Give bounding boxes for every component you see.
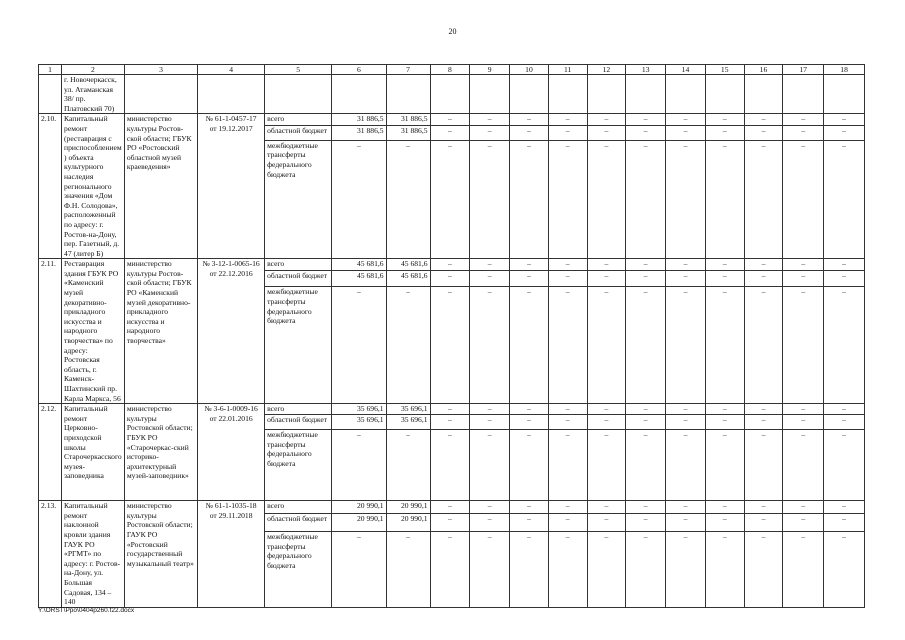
funding-source-transfer: межбюджетные трансферты федерального бюджета bbox=[265, 287, 332, 404]
dash-cell: – bbox=[744, 430, 783, 501]
dash-cell: – bbox=[470, 259, 510, 271]
dash-cell: – bbox=[587, 140, 626, 258]
dash-cell: – bbox=[744, 259, 783, 271]
document-number: № 3-12-1-0065-16 bbox=[202, 259, 260, 269]
column-number-row bbox=[39, 65, 865, 75]
funding-source-regional: областной бюджет bbox=[265, 415, 332, 430]
dash-cell: – bbox=[470, 114, 510, 125]
dash-cell: – bbox=[824, 271, 865, 287]
dash-cell: – bbox=[744, 287, 783, 404]
document-ref bbox=[198, 259, 265, 404]
dash-cell: – bbox=[470, 271, 510, 287]
dash-cell: – bbox=[470, 287, 510, 404]
column-number: 12 bbox=[587, 65, 626, 75]
dash-cell: – bbox=[587, 404, 626, 415]
dash-cell: – bbox=[626, 114, 666, 125]
column-number: 1 bbox=[39, 65, 62, 75]
dash-cell: – bbox=[626, 271, 666, 287]
document-date: от 19.12.2017 bbox=[209, 123, 253, 133]
total-value-col7: 35 696,1 bbox=[386, 404, 430, 415]
funding-source-total: всего bbox=[265, 259, 332, 271]
dash-cell: – bbox=[548, 532, 587, 607]
dash-cell: – bbox=[666, 404, 706, 415]
continuation-name: г. Новочеркасск, ул. Атаманская 38/ пр. Платовский 70) bbox=[62, 75, 125, 114]
dash-cell: – bbox=[783, 259, 824, 271]
funding-source-transfer: межбюджетные трансферты федерального бюджета bbox=[265, 430, 332, 501]
object-name: Капитальный ремонт Церковно-приходской школы Старочеркасского музея-заповедника bbox=[62, 404, 125, 501]
column-number: 9 bbox=[470, 65, 510, 75]
dash-cell: – bbox=[744, 140, 783, 258]
dash-cell: – bbox=[510, 140, 549, 258]
dash-cell: – bbox=[744, 514, 783, 532]
dash-cell: – bbox=[824, 125, 865, 140]
dash-cell: – bbox=[510, 271, 549, 287]
dash-cell: – bbox=[587, 430, 626, 501]
dash-cell: – bbox=[705, 271, 744, 287]
dash-cell: – bbox=[470, 415, 510, 430]
dash-cell: – bbox=[510, 532, 549, 607]
dash-cell: – bbox=[510, 287, 549, 404]
dash-cell: – bbox=[510, 125, 549, 140]
dash-cell: – bbox=[666, 125, 706, 140]
dash-cell: – bbox=[548, 259, 587, 271]
dash-cell: – bbox=[386, 140, 430, 258]
dash-cell: – bbox=[430, 415, 470, 430]
total-value-col7: 20 990,1 bbox=[386, 501, 430, 514]
column-number: 10 bbox=[510, 65, 549, 75]
dash-cell: – bbox=[666, 259, 706, 271]
dash-cell: – bbox=[430, 404, 470, 415]
dash-cell: – bbox=[626, 140, 666, 258]
dash-cell: – bbox=[744, 125, 783, 140]
funding-source-regional: областной бюджет bbox=[265, 125, 332, 140]
dash-cell: – bbox=[548, 430, 587, 501]
dash-cell: – bbox=[666, 514, 706, 532]
dash-cell: – bbox=[783, 404, 824, 415]
document-number: № 3-6-1-0009-16 bbox=[204, 404, 258, 414]
dash-cell: – bbox=[705, 404, 744, 415]
dash-cell: – bbox=[386, 287, 430, 404]
project-row bbox=[39, 259, 865, 271]
funding-source-transfer: межбюджетные трансферты федерального бюджета bbox=[265, 140, 332, 258]
dash-cell: – bbox=[548, 415, 587, 430]
dash-cell: – bbox=[744, 404, 783, 415]
dash-cell: – bbox=[744, 532, 783, 607]
regional-value-col7: 31 886,5 bbox=[386, 125, 430, 140]
dash-cell: – bbox=[548, 514, 587, 532]
dash-cell: – bbox=[510, 404, 549, 415]
dash-cell: – bbox=[744, 114, 783, 125]
dash-cell: – bbox=[386, 532, 430, 607]
dash-cell: – bbox=[510, 114, 549, 125]
dash-cell: – bbox=[626, 259, 666, 271]
dash-cell: – bbox=[332, 532, 386, 607]
dash-cell: – bbox=[626, 287, 666, 404]
dash-cell: – bbox=[548, 114, 587, 125]
dash-cell: – bbox=[430, 114, 470, 125]
column-number: 2 bbox=[62, 65, 125, 75]
dash-cell: – bbox=[430, 430, 470, 501]
dash-cell: – bbox=[587, 514, 626, 532]
dash-cell: – bbox=[824, 430, 865, 501]
regional-value-col7: 45 681,6 bbox=[386, 271, 430, 287]
dash-cell: – bbox=[783, 415, 824, 430]
item-number: 2.11. bbox=[39, 259, 62, 404]
dash-cell: – bbox=[587, 287, 626, 404]
column-number: 5 bbox=[265, 65, 332, 75]
regional-value-col6: 20 990,1 bbox=[332, 514, 386, 532]
dash-cell: – bbox=[470, 532, 510, 607]
dash-cell: – bbox=[587, 415, 626, 430]
dash-cell: – bbox=[783, 501, 824, 514]
dash-cell: – bbox=[783, 514, 824, 532]
total-value-col7: 31 886,5 bbox=[386, 114, 430, 125]
dash-cell: – bbox=[666, 271, 706, 287]
project-row bbox=[39, 114, 865, 125]
dash-cell: – bbox=[430, 140, 470, 258]
funding-source-total: всего bbox=[265, 501, 332, 514]
dash-cell: – bbox=[666, 501, 706, 514]
dash-cell: – bbox=[783, 287, 824, 404]
dash-cell: – bbox=[705, 430, 744, 501]
column-number: 13 bbox=[626, 65, 666, 75]
column-number: 17 bbox=[783, 65, 824, 75]
project-row bbox=[39, 501, 865, 514]
dash-cell: – bbox=[548, 287, 587, 404]
document-ref bbox=[198, 501, 265, 608]
dash-cell: – bbox=[705, 259, 744, 271]
customer: министерство культуры Ростов-ской области; ГБУК РО «Каменский музей декоративно-прикладного искусства и народного творчества» bbox=[124, 259, 197, 404]
dash-cell: – bbox=[386, 430, 430, 501]
dash-cell: – bbox=[470, 501, 510, 514]
dash-cell: – bbox=[705, 287, 744, 404]
dash-cell: – bbox=[744, 415, 783, 430]
dash-cell: – bbox=[705, 501, 744, 514]
dash-cell: – bbox=[332, 430, 386, 501]
total-value-col6: 45 681,6 bbox=[332, 259, 386, 271]
dash-cell: – bbox=[470, 140, 510, 258]
document-date: от 29.11.2018 bbox=[209, 510, 253, 520]
column-number: 3 bbox=[124, 65, 197, 75]
dash-cell: – bbox=[626, 514, 666, 532]
total-value-col6: 20 990,1 bbox=[332, 501, 386, 514]
dash-cell: – bbox=[705, 532, 744, 607]
dash-cell: – bbox=[744, 501, 783, 514]
dash-cell: – bbox=[510, 415, 549, 430]
funding-source-regional: областной бюджет bbox=[265, 271, 332, 287]
column-number: 4 bbox=[198, 65, 265, 75]
dash-cell: – bbox=[430, 125, 470, 140]
file-path-footer: Y:\ORST\Ppo\0404p260.f22.docx bbox=[38, 607, 135, 614]
dash-cell: – bbox=[705, 125, 744, 140]
dash-cell: – bbox=[470, 125, 510, 140]
continuation-row bbox=[39, 75, 865, 114]
dash-cell: – bbox=[783, 271, 824, 287]
column-number: 7 bbox=[386, 65, 430, 75]
dash-cell: – bbox=[744, 271, 783, 287]
dash-cell: – bbox=[824, 287, 865, 404]
dash-cell: – bbox=[626, 501, 666, 514]
document-number: № 61-1-1035-18 bbox=[205, 501, 257, 511]
dash-cell: – bbox=[510, 430, 549, 501]
dash-cell: – bbox=[430, 259, 470, 271]
document-ref bbox=[198, 114, 265, 259]
dash-cell: – bbox=[824, 501, 865, 514]
dash-cell: – bbox=[824, 532, 865, 607]
dash-cell: – bbox=[548, 140, 587, 258]
dash-cell: – bbox=[705, 415, 744, 430]
object-name: Капитальный ремонт (реставрация с приспособлением) объекта культурного наследия регионального значения «Дом Ф.Н. Солодова», расположенный по адресу: г. Ростов-на-Дону, пер. Газетный, д. 47 (литер Б) bbox=[62, 114, 125, 259]
object-name: Капитальный ремонт наклонной кровли здания ГАУК РО «РГМТ» по адресу: г. Ростов-на-Дону, ул. Большая Садовая, 134 – 140 bbox=[62, 501, 125, 608]
dash-cell: – bbox=[430, 271, 470, 287]
dash-cell: – bbox=[626, 532, 666, 607]
dash-cell: – bbox=[626, 404, 666, 415]
item-number: 2.12. bbox=[39, 404, 62, 501]
column-number: 14 bbox=[666, 65, 706, 75]
dash-cell: – bbox=[666, 287, 706, 404]
dash-cell: – bbox=[626, 125, 666, 140]
dash-cell: – bbox=[548, 125, 587, 140]
dash-cell: – bbox=[470, 514, 510, 532]
dash-cell: – bbox=[824, 114, 865, 125]
page-number: 20 bbox=[448, 27, 457, 36]
column-number: 15 bbox=[705, 65, 744, 75]
dash-cell: – bbox=[705, 140, 744, 258]
dash-cell: – bbox=[430, 514, 470, 532]
dash-cell: – bbox=[666, 532, 706, 607]
dash-cell: – bbox=[587, 501, 626, 514]
customer: министерство культуры Ростов-ской области; ГБУК РО «Ростовский областной музей краеведения» bbox=[124, 114, 197, 259]
dash-cell: – bbox=[824, 514, 865, 532]
dash-cell: – bbox=[666, 114, 706, 125]
dash-cell: – bbox=[824, 259, 865, 271]
dash-cell: – bbox=[510, 259, 549, 271]
dash-cell: – bbox=[470, 430, 510, 501]
regional-value-col7: 20 990,1 bbox=[386, 514, 430, 532]
dash-cell: – bbox=[824, 404, 865, 415]
dash-cell: – bbox=[548, 501, 587, 514]
column-number: 18 bbox=[824, 65, 865, 75]
regional-value-col6: 45 681,6 bbox=[332, 271, 386, 287]
column-number: 6 bbox=[332, 65, 386, 75]
regional-value-col6: 31 886,5 bbox=[332, 125, 386, 140]
total-value-col7: 45 681,6 bbox=[386, 259, 430, 271]
dash-cell: – bbox=[548, 404, 587, 415]
document-ref bbox=[198, 404, 265, 501]
dash-cell: – bbox=[587, 532, 626, 607]
dash-cell: – bbox=[548, 271, 587, 287]
dash-cell: – bbox=[783, 430, 824, 501]
dash-cell: – bbox=[626, 415, 666, 430]
column-number: 8 bbox=[430, 65, 470, 75]
dash-cell: – bbox=[587, 271, 626, 287]
column-number: 16 bbox=[744, 65, 783, 75]
dash-cell: – bbox=[783, 114, 824, 125]
document-number: № 61-1-0457-17 bbox=[205, 114, 257, 124]
document-date: от 22.01.2016 bbox=[209, 413, 253, 423]
dash-cell: – bbox=[824, 140, 865, 258]
total-value-col6: 31 886,5 bbox=[332, 114, 386, 125]
dash-cell: – bbox=[587, 259, 626, 271]
item-number: 2.10. bbox=[39, 114, 62, 259]
regional-value-col7: 35 696,1 bbox=[386, 415, 430, 430]
dash-cell: – bbox=[510, 501, 549, 514]
dash-cell: – bbox=[430, 501, 470, 514]
dash-cell: – bbox=[666, 140, 706, 258]
dash-cell: – bbox=[666, 415, 706, 430]
customer: министерство культуры Ростовской области; ГАУК РО «Ростовский государственный музыкальный театр» bbox=[124, 501, 197, 608]
dash-cell: – bbox=[705, 514, 744, 532]
item-number: 2.13. bbox=[39, 501, 62, 608]
dash-cell: – bbox=[587, 125, 626, 140]
dash-cell: – bbox=[587, 114, 626, 125]
total-value-col6: 35 696,1 bbox=[332, 404, 386, 415]
dash-cell: – bbox=[626, 430, 666, 501]
document-date: от 22.12.2016 bbox=[209, 268, 253, 278]
project-row bbox=[39, 404, 865, 415]
regional-value-col6: 35 696,1 bbox=[332, 415, 386, 430]
funding-source-total: всего bbox=[265, 404, 332, 415]
dash-cell: – bbox=[783, 125, 824, 140]
customer: министерство культуры Ростовской области; ГБУК РО «Старочеркас-ский историко-архитектурный музей-заповедник» bbox=[124, 404, 197, 501]
dash-cell: – bbox=[510, 514, 549, 532]
funding-source-regional: областной бюджет bbox=[265, 514, 332, 532]
funding-source-transfer: межбюджетные трансферты федерального бюджета bbox=[265, 532, 332, 607]
dash-cell: – bbox=[430, 532, 470, 607]
dash-cell: – bbox=[332, 140, 386, 258]
dash-cell: – bbox=[783, 140, 824, 258]
dash-cell: – bbox=[824, 415, 865, 430]
financing-table bbox=[38, 64, 865, 608]
dash-cell: – bbox=[332, 287, 386, 404]
dash-cell: – bbox=[783, 532, 824, 607]
dash-cell: – bbox=[666, 430, 706, 501]
column-number: 11 bbox=[548, 65, 587, 75]
object-name: Реставрация здания ГБУК РО «Каменский музей декоративно-прикладного искусства и народного творчества» по адресу: Ростовская область, г. Каменск-Шахтинский пр. Карла Маркса, 56 bbox=[62, 259, 125, 404]
dash-cell: – bbox=[470, 404, 510, 415]
dash-cell: – bbox=[705, 114, 744, 125]
funding-source-total: всего bbox=[265, 114, 332, 125]
dash-cell: – bbox=[430, 287, 470, 404]
